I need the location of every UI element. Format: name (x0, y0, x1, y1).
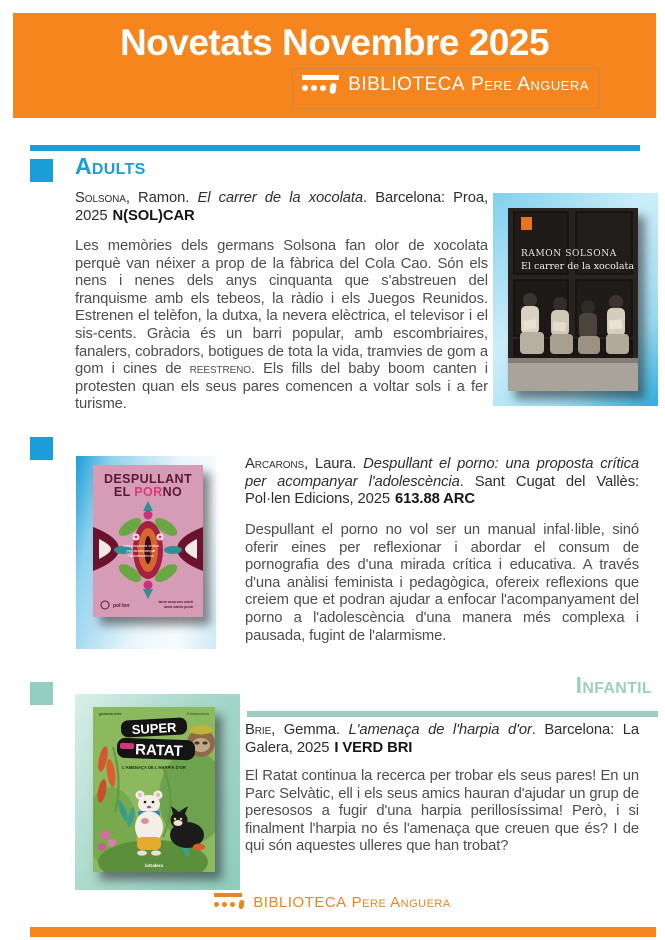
call-number: N(SOL)CAR (112, 207, 195, 224)
section-heading-adults: Adults (75, 153, 146, 179)
svg-text:anna salvia puntí: anna salvia puntí (163, 605, 193, 609)
biblioteca-logo-icon (302, 75, 339, 94)
biblioteca-logo-icon (214, 893, 244, 909)
book-description: Les memòries dels germans Solsona fan olor de xocolata perquè van néixer a prop de la fàbrica del Cola Cao. Són els nens i nenes dels anys cinquanta que s'abstreuen del franquisme amb els tebeos, la ràdio i els Juegos Reunidos. Estrenen el telèfon, la dutxa, la nevera elèctrica, el televisor i el sis-cents. Gràcia és un barri popular, amb escombriaires, fanalers, cobradors, botigues de tota la vida, tramvies de gom a gom i cines de reestreno. Els fills del baby boom canten i protesten quan els seus pares comencen a voltar sols i a fer turisme. (75, 238, 488, 413)
book-citation: Solsona, Ramon. El carrer de la xocolata. Barcelona: Proa, 2025 N(SOL)CAR (75, 190, 488, 224)
brand-name: BIBLIOTECA (253, 894, 347, 911)
section-marker (30, 682, 53, 705)
cover-publisher: laGalera (144, 863, 164, 868)
cover-title-line1: DESPULLANT (103, 472, 193, 486)
library-brand (302, 74, 589, 96)
cover-publisher: pol·len (113, 603, 130, 609)
cover-illustrator: il·lustracions (186, 711, 209, 716)
svg-text:per acompanyar: per acompanyar (126, 548, 156, 553)
book-citation: Arcarons, Laura. Despullant el porno: una proposta crítica per acompanyar l'adolescència. Sant Cugat del Vallès: Pol·len Edicions, 2025 613.88 ARC (245, 456, 639, 508)
cover-authors: laura arcarons martí (158, 600, 193, 604)
book-citation: Brie, Gemma. L'amenaça de l'harpia d'or. Barcelona: La Galera, 2025 I VERD BRI (245, 722, 639, 756)
cover-title-word2: RATAT (134, 741, 183, 760)
cover-backdrop (76, 456, 216, 649)
cover-illustration (508, 208, 638, 391)
call-number: 613.88 ARC (395, 491, 475, 508)
cover-author: Ramon Solsona (521, 249, 617, 259)
header-banner (13, 13, 656, 118)
call-number: I VERD BRI (334, 739, 413, 756)
footer-bar (30, 927, 656, 937)
book-description: El Ratat continua la recerca per trobar els seus pares! En un Parc Selvàtic, ell i els seus amics hauran d'ajudar un grup de peresosos a fugir d'una harpia perillosíssima! Però, i si finalment l'harpia no és l'amenaça que creuen que és? I de qui són aquestes ulleres que han trobat? (245, 768, 639, 855)
adults-divider (30, 145, 640, 151)
svg-text:l'adolescència: l'adolescència (128, 553, 154, 558)
page-title: Novetats Novembre 2025 (119, 22, 550, 63)
library-brand-footer (214, 893, 450, 911)
cover-subtitle: L'AMENAÇA DE L'HARPIA D'OR (122, 765, 186, 770)
cover-backdrop (75, 694, 240, 890)
brand-branch: Pere Anguera (351, 894, 451, 911)
brand-branch: Pere Anguera (471, 74, 589, 95)
section-marker (30, 437, 53, 460)
book-cover-super-ratat (93, 707, 215, 872)
book-description: Despullant el porno no vol ser un manual infal·lible, sinó oferir eines per reflexionar i abordar el consum de pornografia des d'una mirada crítica i educativa. A través d'una anàlisi feminista i pedagògica, ofereix reflexions que creiem que et podran ajudar a enfocar l'acompanyament del porno a l'adolescència d'una manera més complexa i pausada, fugint de l'alarmisme. (245, 522, 639, 644)
brand-name: BIBLIOTECA (348, 74, 466, 95)
logo-frame (292, 68, 600, 109)
section-heading-infantil: Infantil (575, 672, 652, 698)
cover-illustration (93, 465, 203, 617)
book-cover-despullant-el-porno (93, 465, 203, 617)
infantil-divider (247, 711, 658, 717)
book-cover-el-carrer-de-la-xocolata (508, 208, 638, 391)
section-marker (30, 159, 53, 182)
footer (0, 893, 665, 911)
cover-author: gemma brie (99, 711, 122, 716)
cover-subtitle: Una proposta crítica (123, 543, 159, 548)
cover-illustration (93, 707, 215, 872)
cover-title: El carrer de la xocolata (521, 261, 634, 272)
cover-backdrop (493, 193, 658, 406)
cover-title-line2: EL PORNO (113, 485, 183, 499)
cover-title-word1: SUPER (131, 719, 177, 738)
